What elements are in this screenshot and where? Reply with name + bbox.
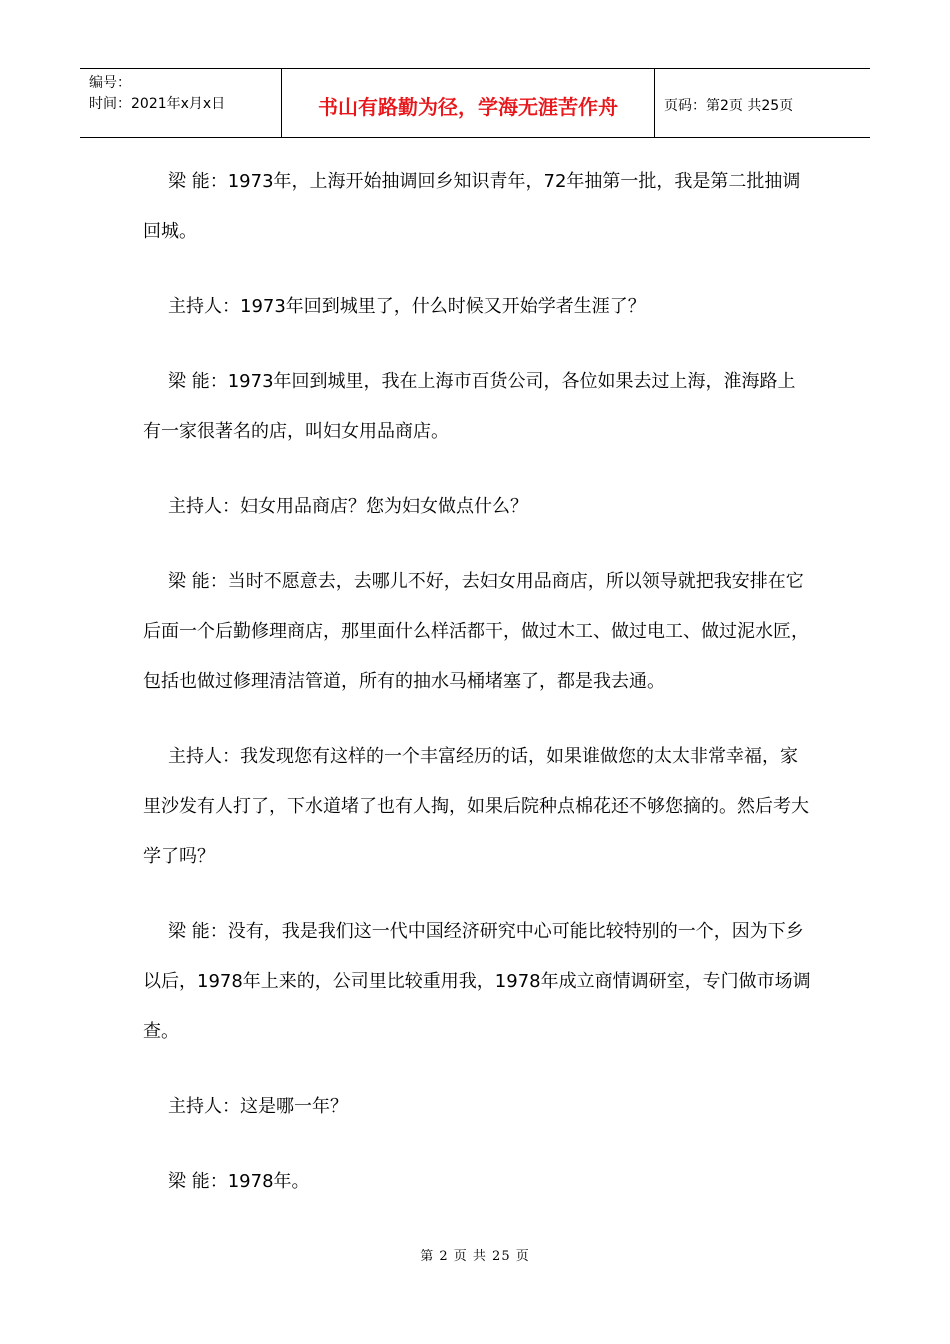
header-page-info: 页码：第2页 共25页	[664, 98, 794, 114]
header-motto: 书山有路勤为径，学海无涯苦作舟	[281, 69, 655, 137]
paragraph: 梁 能：1973年回到城里，我在上海市百货公司，各位如果去过上海，淮海路上有一家很著名的店，叫妇女用品商店。	[143, 371, 796, 442]
page-header	[80, 68, 870, 138]
document-number-label: 编号：	[89, 75, 131, 91]
paragraph: 主持人：妇女用品商店？您为妇女做点什么？	[168, 496, 528, 517]
paragraph: 主持人：1973年回到城里了，什么时候又开始学者生涯了？	[168, 296, 646, 317]
page-footer: 第 2 页 共 25 页	[420, 1249, 530, 1264]
header-meta	[80, 69, 281, 137]
paragraph: 梁 能：1973年，上海开始抽调回乡知识青年，72年抽第一批，我是第二批抽调回城。	[143, 171, 801, 242]
document-date-label: 时间：2021年x月x日	[89, 96, 226, 112]
paragraph: 梁 能：没有，我是我们这一代中国经济研究中心可能比较特别的一个，因为下乡以后，1978年上来的，公司里比较重用我，1978年成立商情调研室，专门做市场调查。	[143, 921, 811, 1042]
paragraph: 梁 能：当时不愿意去，去哪儿不好，去妇女用品商店，所以领导就把我安排在它后面一个后勤修理商店，那里面什么样活都干，做过木工、做过电工、做过泥水匠，包括也做过修理清洁管道，所有的抽水马桶堵塞了，都是我去通。	[143, 571, 809, 692]
paragraph: 梁 能：1978年。	[168, 1171, 310, 1192]
paragraph: 主持人：我发现您有这样的一个丰富经历的话，如果谁做您的太太非常幸福，家里沙发有人打了，下水道堵了也有人掏，如果后院种点棉花还不够您摘的。然后考大学了吗？	[143, 746, 809, 867]
paragraph: 主持人：这是哪一年？	[168, 1096, 348, 1117]
document-body	[143, 157, 813, 1232]
